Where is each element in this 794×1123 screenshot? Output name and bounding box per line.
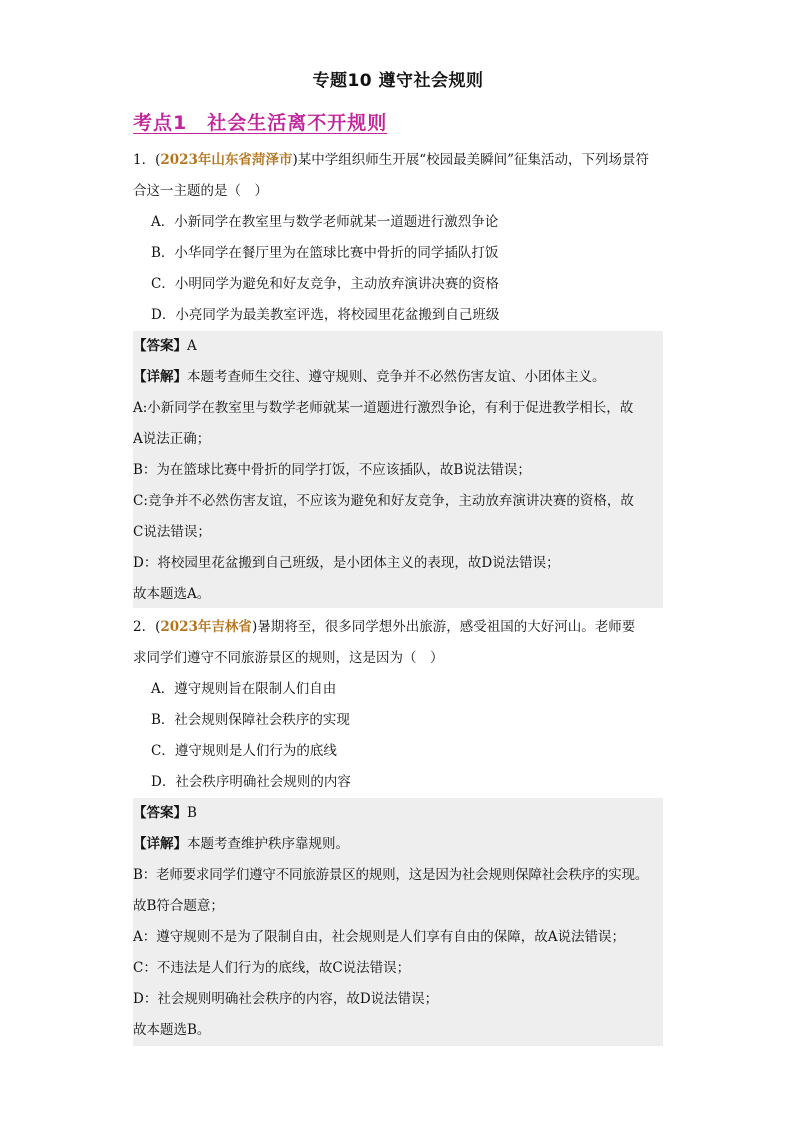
q2-answer-value: B <box>187 805 197 821</box>
q2-stem-line-2: 求同学们遵守不同旅游景区的规则，这是因为（ ） <box>133 650 444 666</box>
q1-detail-line: 【详解】本题考查师生交往、遵守规则、竞争并不必然伤害友谊、小团体主义。 <box>133 369 606 385</box>
q2-answer-tag: 【答案】 <box>133 805 187 821</box>
q2-number: 2．( <box>133 619 161 635</box>
q2-answer <box>133 803 197 823</box>
q2-source: 2023年吉林省 <box>160 619 252 635</box>
q1-detail-tag: 【详解】 <box>133 369 187 385</box>
q1-option-c: C．小明同学为避免和好友竞争，主动放弃演讲决赛的资格 <box>151 276 499 292</box>
q2-option-c: C．遵守规则是人们行为的底线 <box>151 743 337 759</box>
q1-answer-value: A <box>187 338 197 354</box>
q1-number: 1．( <box>133 152 161 168</box>
q2-detail-line: B：老师要求同学们遵守不同旅游景区的规则，这是因为社会规则保障社会秩序的实现。 <box>133 867 649 883</box>
q2-option-a: A．遵守规则旨在限制人们自由 <box>151 681 337 697</box>
q1-detail-line: A:小新同学在教室里与数学老师就某一道题进行激烈争论，有利于促进教学相长，故 <box>133 400 634 416</box>
q2-option-b: B．社会规则保障社会秩序的实现 <box>151 712 350 728</box>
q1-detail-line: C说法错误； <box>133 524 211 540</box>
q2-stem-text: )暑期将至，很多同学想外出旅游，感受祖国的大好河山。老师要 <box>251 619 636 635</box>
q2-detail-line: 故B符合题意； <box>133 898 224 914</box>
q2-detail-line: 【详解】本题考查维护秩序靠规则。 <box>133 836 349 852</box>
q2-detail-line: D：社会规则明确社会秩序的内容，故D说法错误； <box>133 991 439 1007</box>
q1-source: 2023年山东省菏泽市 <box>160 152 293 168</box>
section-heading: 考点1 社会生活离不开规则 <box>133 112 388 134</box>
q1-detail-line: 故本题选A。 <box>133 586 211 602</box>
q2-option-d: D．社会秩序明确社会规则的内容 <box>151 774 351 790</box>
q1-detail-line: C:竞争并不必然伤害友谊，不应该为避免和好友竞争，主动放弃演讲决赛的资格，故 <box>133 493 634 509</box>
q1-detail-line: A说法正确； <box>133 431 211 447</box>
q1-detail-line: D：将校园里花盆搬到自己班级，是小团体主义的表现，故D说法错误； <box>133 555 560 571</box>
q2-detail-line: A：遵守规则不是为了限制自由，社会规则是人们享有自由的保障，故A说法错误； <box>133 929 625 945</box>
q1-option-b: B．小华同学在餐厅里为在篮球比赛中骨折的同学插队打饭 <box>151 245 499 261</box>
q1-option-a: A．小新同学在教室里与数学老师就某一道题进行激烈争论 <box>151 214 499 230</box>
q1-stem-line-1 <box>133 150 649 170</box>
q1-answer <box>133 336 197 356</box>
q1-detail-line: B：为在篮球比赛中骨折的同学打饭，不应该插队，故B说法错误； <box>133 462 531 478</box>
q1-stem-line-2: 合这一主题的是（ ） <box>133 183 268 199</box>
q2-detail-line: 故本题选B。 <box>133 1022 211 1038</box>
document-title: 专题10 遵守社会规则 <box>312 71 484 91</box>
q1-answer-tag: 【答案】 <box>133 338 187 354</box>
q2-detail-tag: 【详解】 <box>133 836 187 852</box>
q1-option-d: D．小亮同学为最美教室评选，将校园里花盆搬到自己班级 <box>151 307 500 323</box>
q2-stem-line-1 <box>133 617 635 637</box>
q2-detail-line: C：不违法是人们行为的底线，故C说法错误； <box>133 960 411 976</box>
q1-stem-text: )某中学组织师生开展“校园最美瞬间”征集活动，下列场景符 <box>292 152 650 168</box>
